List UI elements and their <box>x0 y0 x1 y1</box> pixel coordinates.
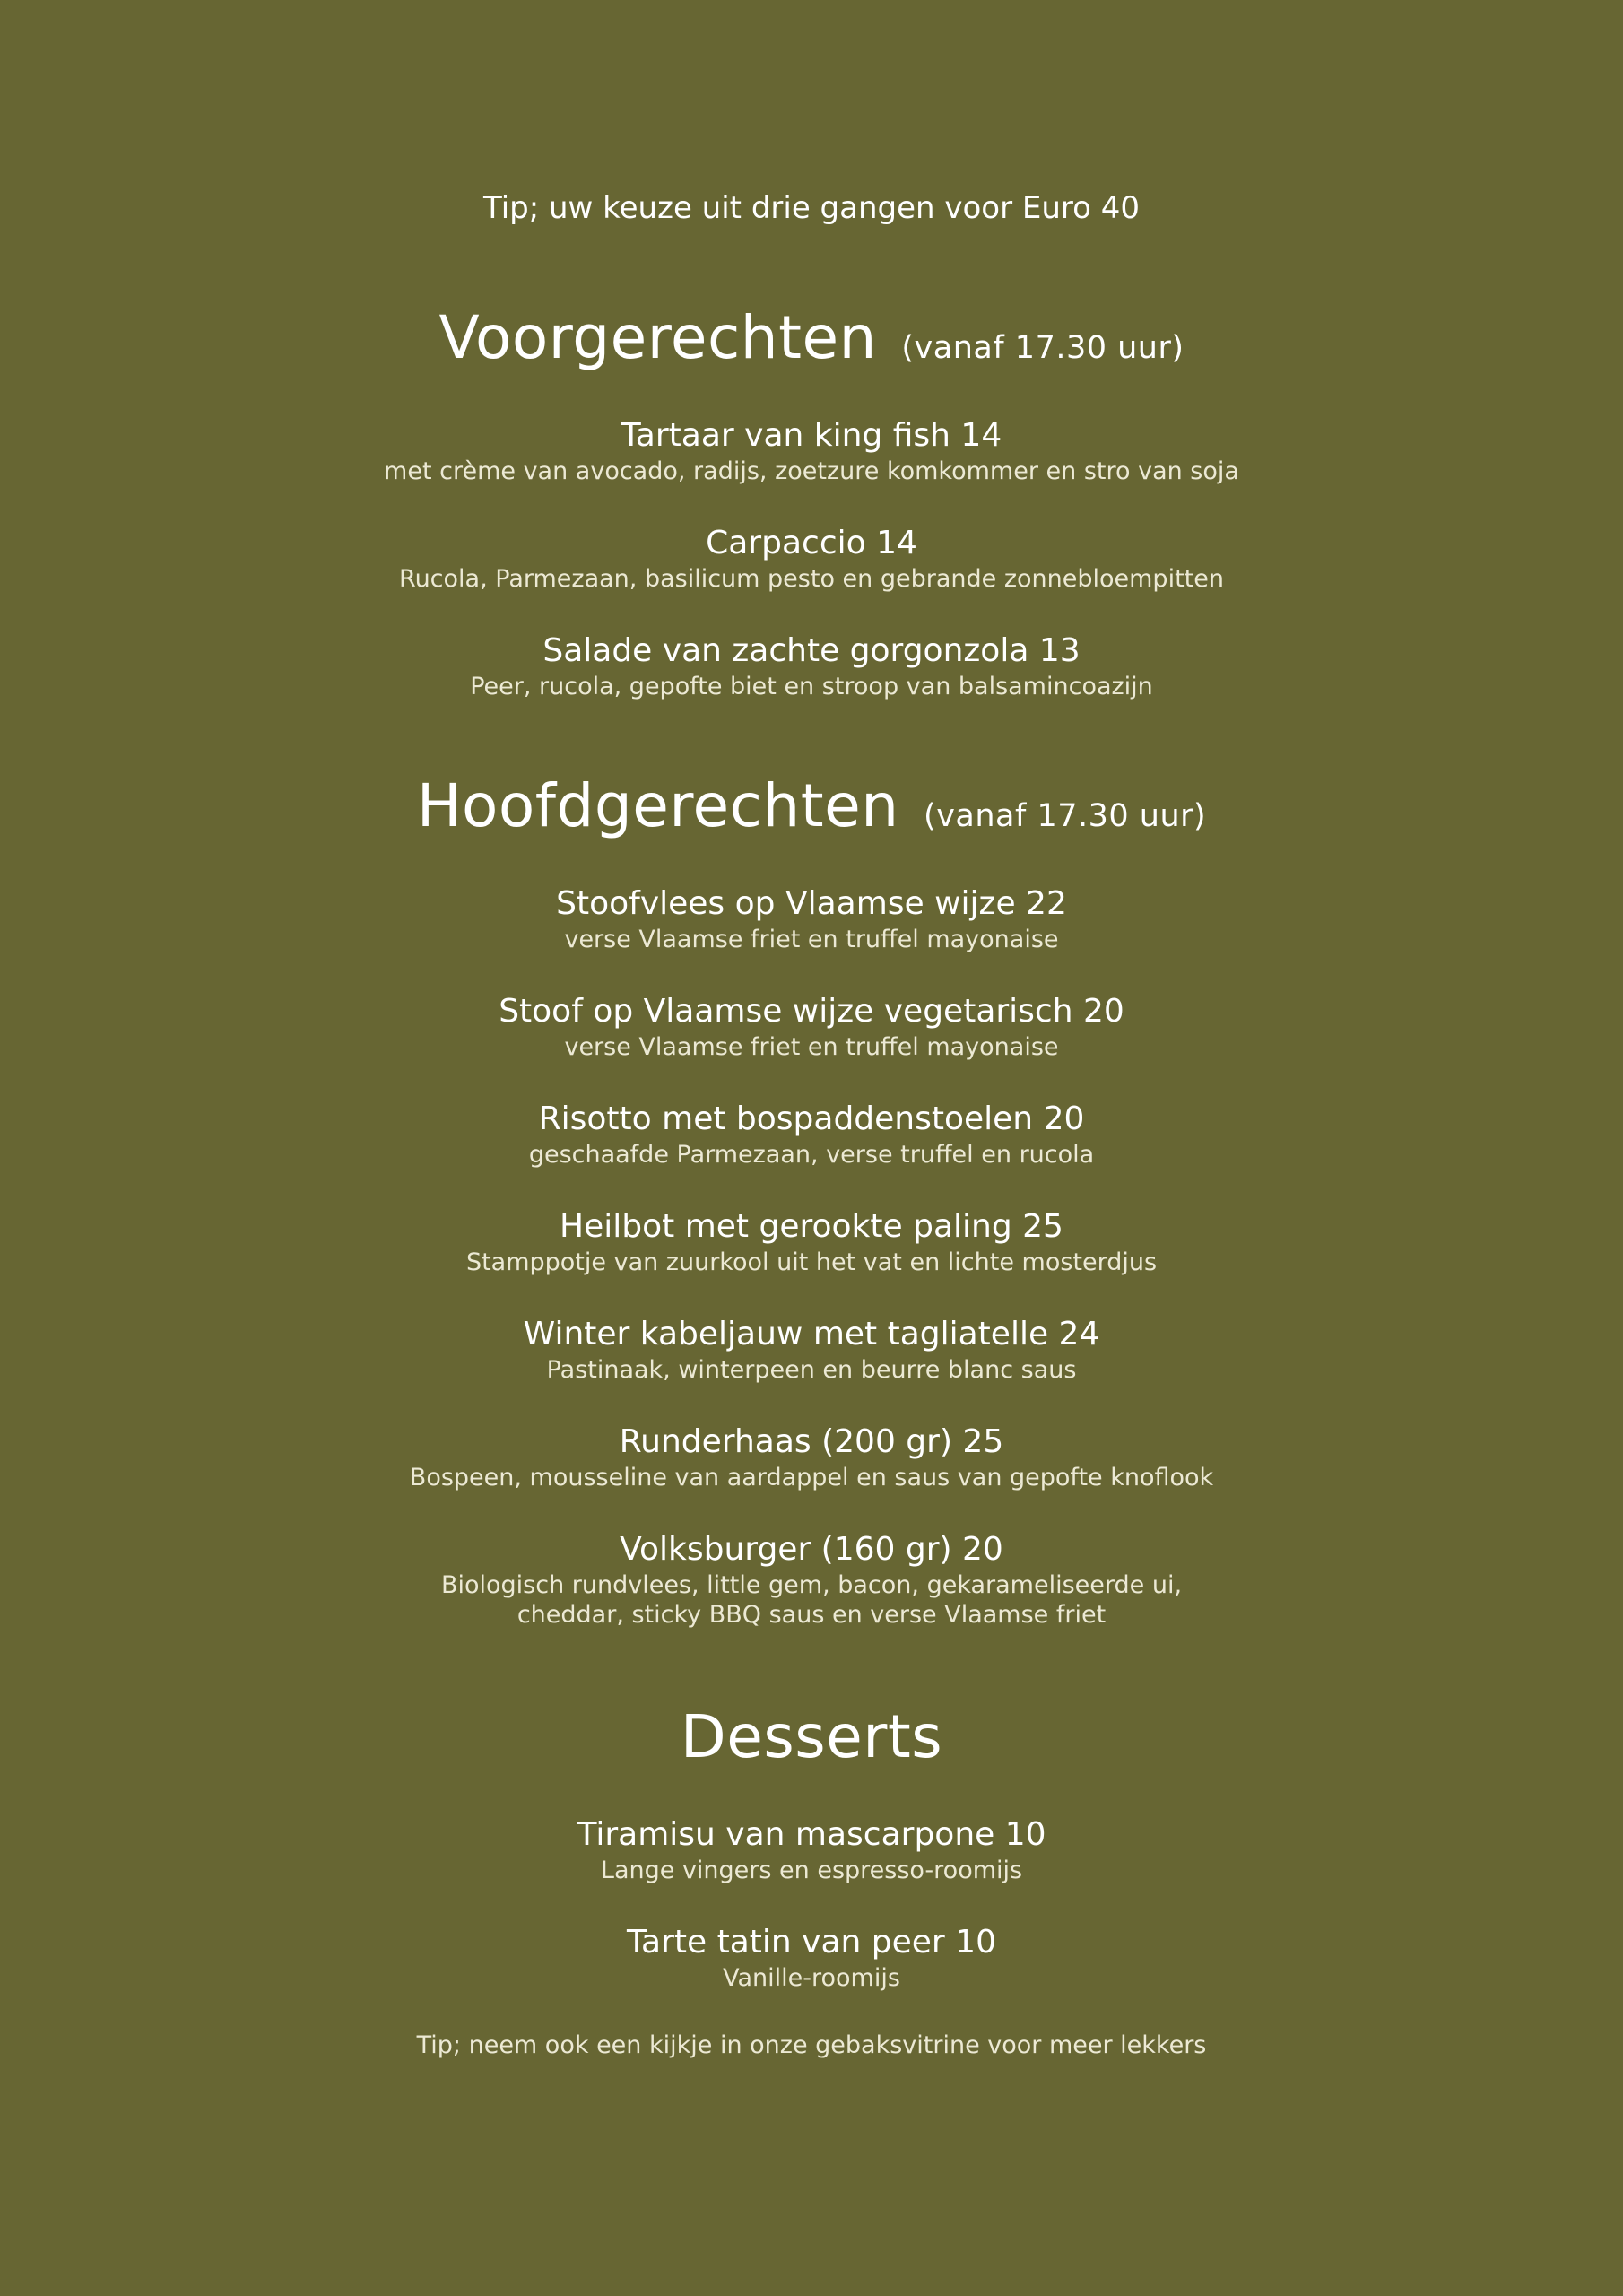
section-heading-desserts <box>0 1702 1623 1771</box>
menu-item-name: Stoof op Vlaamse wijze vegetarisch 20 <box>499 993 1124 1030</box>
menu-item-description: geschaafde Parmezaan, verse truffel en rucola <box>528 1141 1095 1169</box>
menu-item-description: Biologisch rundvlees, little gem, bacon, gekarameliseerde ui, <box>440 1571 1183 1599</box>
menu-item-name: Tartaar van king fish 14 <box>621 417 1002 454</box>
menu-item-description: Lange vingers en espresso-roomijs <box>600 1857 1023 1884</box>
menu-item-description: Vanille-roomijs <box>723 1964 900 1992</box>
menu-item-name: Risotto met bospaddenstoelen 20 <box>538 1100 1085 1137</box>
menu-item-description: Pastinaak, winterpeen en beurre blanc saus <box>546 1356 1077 1384</box>
menu-item-name: Salade van zachte gorgonzola 13 <box>542 632 1081 669</box>
tip-three-courses: Tip; uw keuze uit drie gangen voor Euro 40 <box>482 190 1141 226</box>
section-title: Desserts <box>680 1702 943 1771</box>
section-title: Voorgerechten <box>438 303 877 372</box>
menu-item-description: Bospeen, mousseline van aardappel en saus van gepofte knoflook <box>409 1464 1214 1492</box>
menu-item-description: verse Vlaamse friet en truffel mayonaise <box>564 1033 1059 1061</box>
menu-item-description: met crème van avocado, radijs, zoetzure komkommer en stro van soja <box>384 457 1239 485</box>
section-heading-hoofdgerechten <box>0 771 1623 840</box>
menu-item-name: Stoofvlees op Vlaamse wijze 22 <box>556 885 1067 922</box>
section-title: Hoofdgerechten <box>416 771 899 840</box>
section-time: (vanaf 17.30 uur) <box>901 330 1185 366</box>
menu-item-description: Stamppotje van zuurkool uit het vat en lichte mosterdjus <box>465 1248 1158 1276</box>
menu-item-name: Winter kabeljauw met tagliatelle 24 <box>523 1316 1100 1352</box>
menu-item-description: Rucola, Parmezaan, basilicum pesto en gebrande zonnebloempitten <box>399 565 1224 593</box>
section-heading-voorgerechten <box>0 303 1623 372</box>
menu-item-name: Heilbot met gerookte paling 25 <box>560 1208 1063 1245</box>
menu-item-name: Tarte tatin van peer 10 <box>627 1924 996 1961</box>
menu-item-name: Volksburger (160 gr) 20 <box>620 1531 1003 1568</box>
tip-bakery-showcase: Tip; neem ook een kijkje in onze gebaksvitrine voor meer lekkers <box>416 2031 1207 2059</box>
menu-item-description: Peer, rucola, gepofte biet en stroop van balsamincoazijn <box>470 673 1153 700</box>
menu-item-name: Carpaccio 14 <box>706 525 917 561</box>
menu-item-description: verse Vlaamse friet en truffel mayonaise <box>564 926 1059 953</box>
menu-item-description-continued: cheddar, sticky BBQ saus en verse Vlaamse friet <box>516 1601 1107 1629</box>
menu-item-name: Runderhaas (200 gr) 25 <box>619 1423 1004 1460</box>
menu-item-name: Tiramisu van mascarpone 10 <box>577 1816 1046 1853</box>
section-time: (vanaf 17.30 uur) <box>924 798 1207 834</box>
